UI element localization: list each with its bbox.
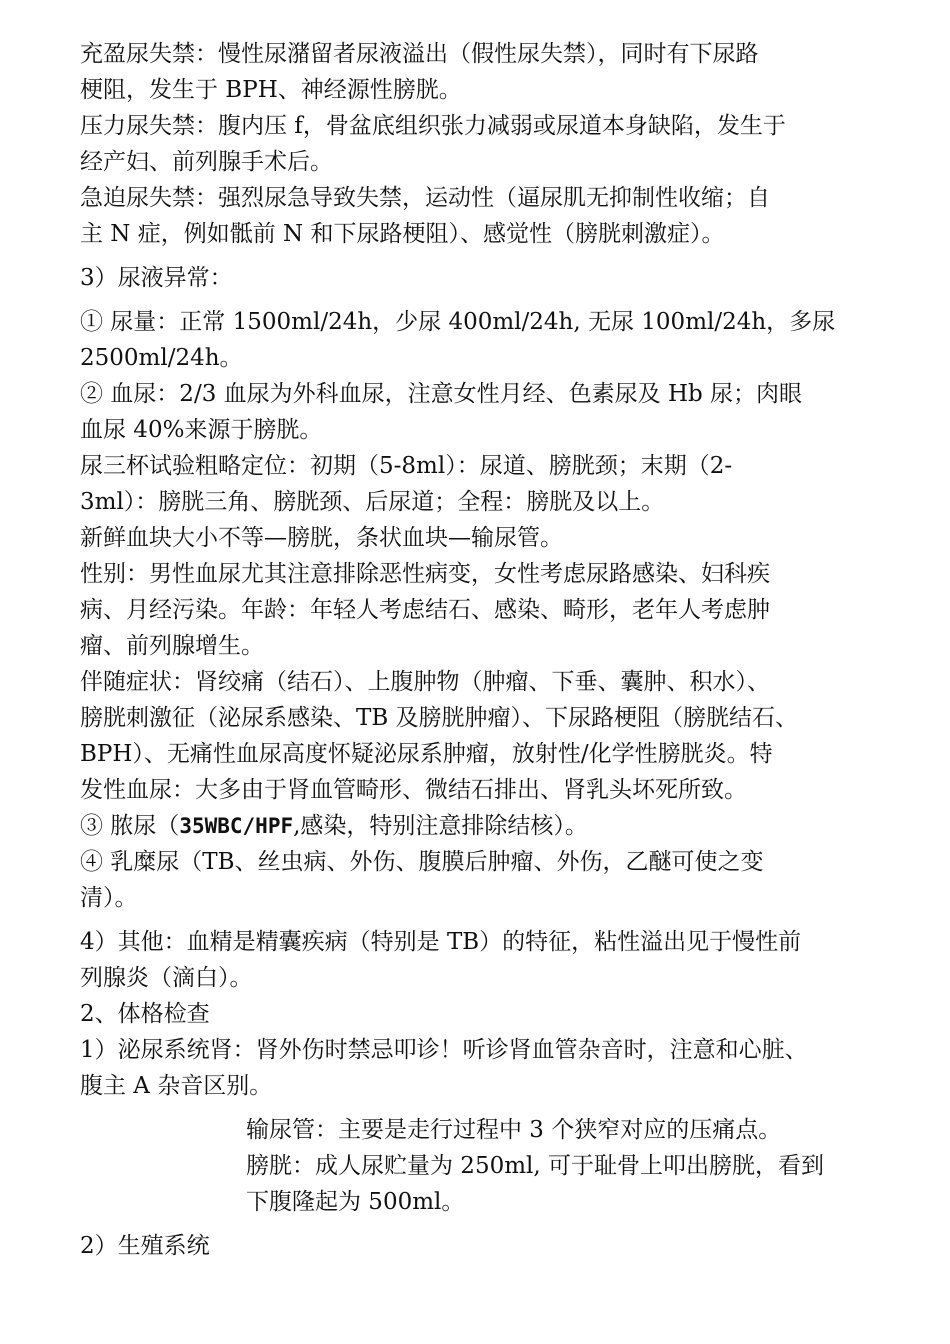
text-line: ① 尿量：正常 1500ml/24h，少尿 400ml/24h, 无尿 100ml/24h，多尿 <box>80 309 836 335</box>
text-line: 新鲜血块大小不等—膀胱，条状血块—输尿管。 <box>80 525 563 551</box>
text-line: 1）泌尿系统肾：肾外伤时禁忌叩诊！听诊肾血管杂音时，注意和心脏、 <box>80 1037 808 1063</box>
text-line: 血尿 40%来源于膀胱。 <box>80 417 323 443</box>
text-line: 急迫尿失禁：强烈尿急导致失禁，运动性（逼尿肌无抑制性收缩；自 <box>80 185 770 211</box>
spacer <box>80 916 894 924</box>
spacer <box>80 1220 894 1228</box>
text-line <box>80 808 894 844</box>
text-line: 3ml）：膀胱三角、膀胱颈、后尿道；全程：膀胱及以上。 <box>80 489 665 515</box>
text-segment: ③ 脓尿（ <box>80 813 180 839</box>
text-segment: ,感染，特别注意排除结核）。 <box>293 813 588 839</box>
text-line: 输尿管：主要是走行过程中 3 个狭窄对应的压痛点。 <box>246 1117 782 1143</box>
section-heading: 2、体格检查 <box>80 1001 210 1027</box>
text-line: BPH）、无痛性血尿高度怀疑泌尿系肿瘤，放射性/化学性膀胱炎。特 <box>80 741 773 767</box>
text-line: 清）。 <box>80 885 138 911</box>
text-line: 膀胱：成人尿贮量为 250ml, 可于耻骨上叩出膀胱，看到 <box>246 1153 824 1179</box>
section-heading: 3）尿液异常： <box>80 265 233 291</box>
text-line: 病、月经污染。年龄：年轻人考虑结石、感染、畸形，老年人考虑肿 <box>80 597 770 623</box>
text-line: ④ 乳糜尿（TB、丝虫病、外伤、腹膜后肿瘤、外伤，乙醚可使之变 <box>80 849 764 875</box>
text-line: 2500ml/24h。 <box>80 345 243 371</box>
text-segment-mono: 35WBC/HPF <box>179 814 294 838</box>
text-line: 伴随症状：肾绞痛（结石）、上腹肿物（肿瘤、下垂、囊肿、积水）、 <box>80 669 770 695</box>
text-line: 4）其他：血精是精囊疾病（特别是 TB）的特征，粘性溢出见于慢性前 <box>80 929 802 955</box>
spacer <box>80 1104 894 1112</box>
text-line: 瘤、前列腺增生。 <box>80 633 264 659</box>
text-line: 下腹隆起为 500ml。 <box>246 1189 465 1215</box>
text-line: 发性血尿：大多由于肾血管畸形、微结石排出、肾乳头坏死所致。 <box>80 777 747 803</box>
text-line: 列腺炎（滴白）。 <box>80 965 253 991</box>
text-line: 梗阻，发生于 BPH、神经源性膀胱。 <box>80 77 462 103</box>
text-line: 腹主 A 杂音区别。 <box>80 1073 273 1099</box>
text-line: 性别：男性血尿尤其注意排除恶性病变，女性考虑尿路感染、妇科疾 <box>80 561 770 587</box>
text-line: 主 N 症，例如骶前 N 和下尿路梗阻）、感觉性（膀胱刺激症）。 <box>80 221 725 247</box>
spacer <box>80 252 894 260</box>
text-line: 充盈尿失禁：慢性尿潴留者尿液溢出（假性尿失禁），同时有下尿路 <box>80 41 759 67</box>
text-line: 压力尿失禁：腹内压 f，骨盆底组织张力减弱或尿道本身缺陷，发生于 <box>80 113 786 139</box>
spacer <box>80 296 894 304</box>
text-line: ② 血尿：2/3 血尿为外科血尿，注意女性月经、色素尿及 Hb 尿；肉眼 <box>80 381 803 407</box>
text-line: 经产妇、前列腺手术后。 <box>80 149 333 175</box>
text-line: 膀胱刺激征（泌尿系感染、TB 及膀胱肿瘤）、下尿路梗阻（膀胱结石、 <box>80 705 799 731</box>
section-heading: 2）生殖系统 <box>80 1233 210 1259</box>
text-line: 尿三杯试验粗略定位：初期（5-8ml）：尿道、膀胱颈；末期（2- <box>80 453 733 479</box>
